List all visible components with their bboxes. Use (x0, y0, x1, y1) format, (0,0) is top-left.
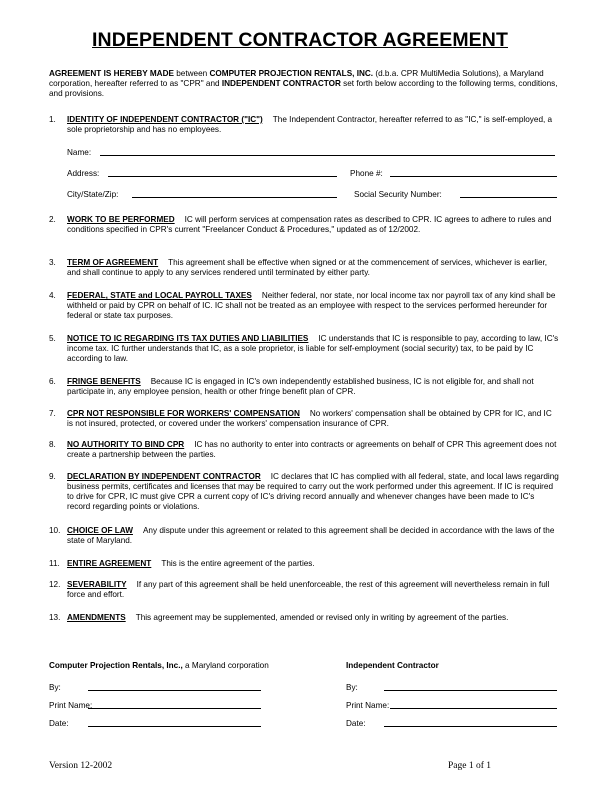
clause-number: 4. (49, 291, 56, 300)
contractor-by-label: By: (346, 683, 358, 692)
clause-text: IC will perform services at compensation rates as described to CPR. IC agrees to adhere to rules and conditions specified in CPR's current "Freelancer Conduct & Procedures," updated as of 12/2002. (67, 215, 552, 234)
company-name: Computer Projection Rentals, Inc., (49, 661, 183, 670)
contractor-date-field[interactable] (384, 726, 557, 727)
clause-2 (67, 215, 559, 235)
company-print-name-label: Print Name: (49, 701, 93, 710)
name-label: Name: (67, 148, 92, 157)
clause-number: 6. (49, 377, 56, 386)
contractor-print-name-field[interactable] (390, 708, 557, 709)
clause-heading: TERM OF AGREEMENT (67, 258, 159, 267)
version-label: Version 12-2002 (49, 761, 113, 771)
clause-11 (67, 559, 559, 569)
clause-text: If any part of this agreement shall be held unenforceable, the rest of this agreement will nevertheless remain in full force and effort. (67, 580, 550, 599)
phone-label: Phone #: (350, 169, 383, 178)
clause-heading: FEDERAL, STATE and LOCAL PAYROLL TAXES (67, 291, 252, 300)
clause-heading: CHOICE OF LAW (67, 526, 133, 535)
clause-number: 11. (49, 559, 60, 568)
ssn-label: Social Security Number: (354, 190, 442, 199)
contractor-print-name-label: Print Name: (346, 701, 390, 710)
clause-text: IC declares that IC has complied with all federal, state, and local laws regarding business permits, certificates and licenses that may be required to carry out the work performed under this agreement. If IC is required to drive for CPR, IC must give CPR a current copy of IC's driving record annually and whenever changes have been made to IC's record regarding points or violations. (67, 472, 559, 511)
clause-7 (67, 409, 559, 429)
clause-text: IC has no authority to enter into contracts or agreements on behalf of CPR This agreement does not create a partnership between the parties. (67, 440, 557, 459)
clause-text: This is the entire agreement of the parties. (161, 559, 315, 568)
clause-5 (67, 334, 559, 364)
clause-text: No workers' compensation shall be obtained by CPR for IC, and IC is not insured, protected, or covered under the workers' compensation insurance of CPR. (67, 409, 552, 428)
intro-text-2: (d.b.a. CPR MultiMedia Solutions), a Maryland corporation, hereafter referred to as "CPR" and (49, 69, 544, 88)
clause-heading: AMENDMENTS (67, 613, 126, 622)
clause-heading: ENTIRE AGREEMENT (67, 559, 152, 568)
clause-heading: CPR NOT RESPONSIBLE FOR WORKERS' COMPENSATION (67, 409, 300, 418)
address-field[interactable] (108, 176, 337, 177)
clause-number: 8. (49, 440, 56, 449)
document-title: INDEPENDENT CONTRACTOR AGREEMENT (92, 29, 508, 51)
intro-paragraph (49, 69, 559, 99)
clause-9 (67, 472, 559, 512)
company-print-name-field[interactable] (88, 708, 261, 709)
clause-text: The Independent Contractor, hereafter referred to as "IC," is self-employed, a sole proprietorship and has no employees. (67, 115, 553, 134)
clause-text: This agreement shall be effective when signed or at the commencement of services, whichever is earlier, and shall continue to apply to any services rendered until terminated by either party. (67, 258, 548, 277)
company-signature-title (49, 661, 269, 671)
intro-lead: AGREEMENT IS HEREBY MADE (49, 69, 174, 78)
clause-4 (67, 291, 559, 321)
clause-8 (67, 440, 559, 460)
company-by-label: By: (49, 683, 61, 692)
clause-heading: NOTICE TO IC REGARDING ITS TAX DUTIES AND LIABILITIES (67, 334, 309, 343)
city-state-zip-field[interactable] (132, 197, 337, 198)
clause-heading: FRINGE BENEFITS (67, 377, 141, 386)
clause-number: 10. (49, 526, 61, 535)
clause-number: 12. (49, 580, 61, 589)
clause-number: 2. (49, 215, 56, 224)
clause-text: IC understands that IC is responsible to pay, according to law, IC's income tax. IC further understands that IC, as a sole proprietor, is liable for self-employment (social security) tax, to be paid by IC according to law. (67, 334, 559, 363)
clause-heading: IDENTITY OF INDEPENDENT CONTRACTOR ("IC") (67, 115, 263, 124)
clause-text: This agreement may be supplemented, amended or revised only in writing by agreement of the parties. (135, 613, 509, 622)
phone-field[interactable] (390, 176, 557, 177)
company-date-field[interactable] (88, 726, 261, 727)
clause-number: 5. (49, 334, 56, 343)
page-number: Page 1 of 1 (448, 761, 492, 771)
clause-heading: DECLARATION BY INDEPENDENT CONTRACTOR (67, 472, 261, 481)
clause-number: 3. (49, 258, 56, 267)
company-suffix: a Maryland corporation (182, 661, 269, 670)
address-label: Address: (67, 169, 100, 178)
company-by-field[interactable] (88, 690, 261, 691)
name-field[interactable] (100, 155, 555, 156)
clause-3 (67, 258, 559, 278)
contractor-signature-title: Independent Contractor (346, 661, 439, 670)
clause-heading: WORK TO BE PERFORMED (67, 215, 175, 224)
intro-text-3: set forth below according to the following terms, conditions, and provisions. (49, 79, 558, 98)
clause-number: 7. (49, 409, 56, 418)
ssn-field[interactable] (460, 197, 557, 198)
clause-1 (67, 115, 559, 135)
company-date-label: Date: (49, 719, 69, 728)
clause-number: 13. (49, 613, 61, 622)
city-state-zip-label: City/State/Zip: (67, 190, 119, 199)
clause-6 (67, 377, 559, 397)
clause-13 (67, 613, 559, 623)
clause-number: 9. (49, 472, 56, 481)
clause-text: Neither federal, nor state, nor local income tax nor payroll tax of any kind shall be withheld or paid by CPR on behalf of IC. IC shall not be treated as an employee with respect to the services performed hereunder for federal or state tax purposes. (67, 291, 556, 320)
clause-text: Any dispute under this agreement or related to this agreement shall be decided in accordance with the laws of the state of Maryland. (67, 526, 555, 545)
clause-number: 1. (49, 115, 56, 124)
intro-text-1: between (173, 69, 210, 78)
intro-company: COMPUTER PROJECTION RENTALS, INC. (209, 69, 374, 78)
contractor-date-label: Date: (346, 719, 366, 728)
clause-12 (67, 580, 559, 600)
clause-heading: NO AUTHORITY TO BIND CPR (67, 440, 185, 449)
clause-heading: SEVERABILITY (67, 580, 127, 589)
clause-10 (67, 526, 559, 546)
clause-text: Because IC is engaged in IC's own independently established business, IC is not eligible for, and shall not participate in, any employee pension, health or other fringe benefit plan of CPR. (67, 377, 534, 396)
intro-contractor: INDEPENDENT CONTRACTOR (221, 79, 341, 88)
contractor-by-field[interactable] (384, 690, 557, 691)
